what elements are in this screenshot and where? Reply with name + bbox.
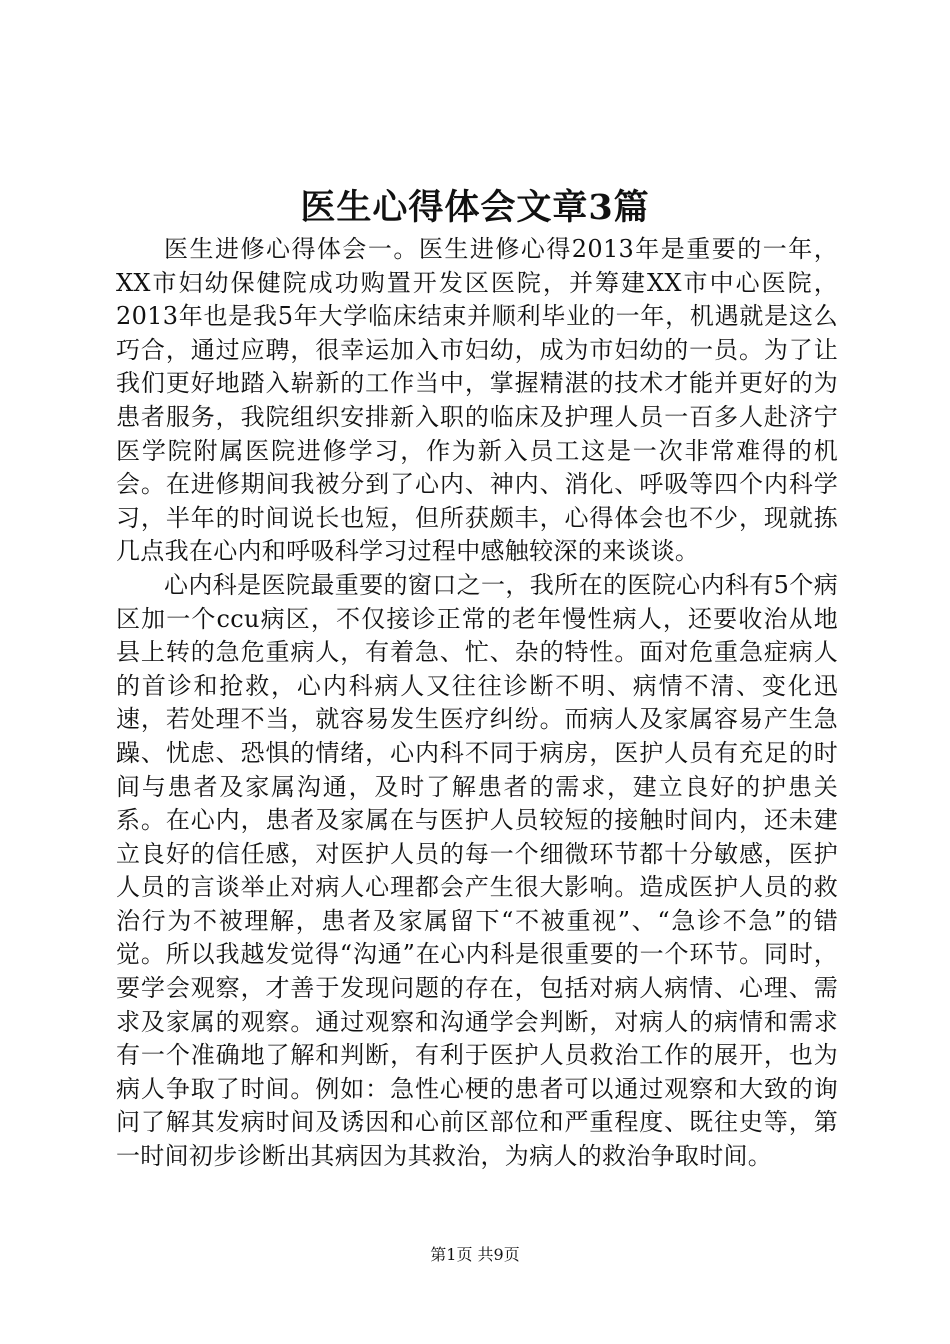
page-number-footer: 第1页 共9页	[430, 1245, 520, 1264]
paragraph-2: 心内科是医院最重要的窗口之一，我所在的医院心内科有5个病区加一个ccu病区，不仅接诊正常的老年慢性病人，还要收治从地县上转的急危重病人，有着急、忙、杂的特性。面对危重急症病人的首诊和抢救，心内科病人又往往诊断不明、病情不清、变化迅速，若处理不当，就容易发生医疗纠纷。而病人及家属容易产生急躁、忧虑、恐惧的情绪，心内科不同于病房，医护人员有充足的时间与患者及家属沟通，及时了解患者的需求，建立良好的护患关系。在心内，患者及家属在与医护人员较短的接触时间内，还未建立良好的信任感，对医护人员的每一个细微环节都十分敏感，医护人员的言谈举止对病人心理都会产生很大影响。造成医护人员的救治行为不被理解，患者及家属留下“不被重视”、“急诊不急”的错觉。所以我越发觉得“沟通”在心内科是很重要的一个环节。同时，要学会观察，才善于发现问题的存在，包括对病人病情、心理、需求及家属的观察。通过观察和沟通学会判断，对病人的病情和需求有一个准确地了解和判断，有利于医护人员救治工作的展开，也为病人争取了时间。例如：急性心梗的患者可以通过观察和大致的询问了解其发病时间及诱因和心前区部位和严重程度、既往史等，第一时间初步诊断出其病因为其救治，为病人的救治争取时间。	[116, 570, 838, 1171]
paragraph-1: 医生进修心得体会一。医生进修心得2013年是重要的一年，XX市妇幼保健院成功购置开发区医院，并筹建XX市中心医院，2013年也是我5年大学临床结束并顺利毕业的一年，机遇就是这么巧合，通过应聘，很幸运加入市妇幼，成为市妇幼的一员。为了让我们更好地踏入崭新的工作当中，掌握精湛的技术才能并更好的为患者服务，我院组织安排新入职的临床及护理人员一百多人赴济宁医学院附属医院进修学习，作为新入员工这是一次非常难得的机会。在进修期间我被分到了心内、神内、消化、呼吸等四个内科学习，半年的时间说长也短，但所获颇丰，心得体会也不少，现就拣几点我在心内和呼吸科学习过程中感触较深的来谈谈。	[116, 235, 838, 566]
document-body	[116, 233, 838, 1174]
document-title: 医生心得体会文章3篇	[300, 187, 650, 228]
